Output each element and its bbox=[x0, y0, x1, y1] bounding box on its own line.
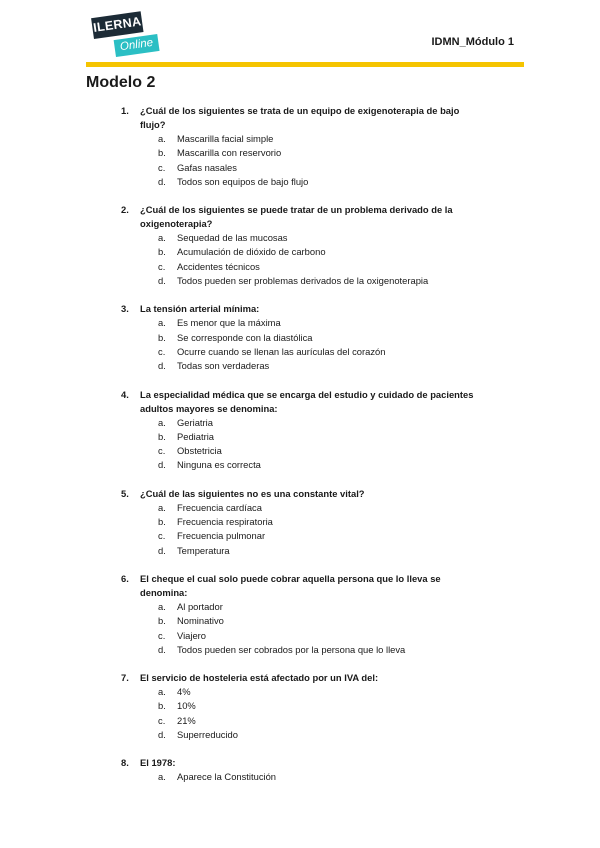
option-letter: b. bbox=[158, 615, 166, 627]
option-text: Obstetricia bbox=[177, 445, 222, 457]
option-text: Frecuencia pulmonar bbox=[177, 530, 266, 542]
answer-option bbox=[0, 629, 600, 643]
question-text bbox=[0, 572, 600, 600]
header-divider bbox=[86, 62, 524, 67]
option-text: 10% bbox=[177, 700, 196, 712]
option-letter: c. bbox=[158, 714, 166, 726]
option-letter: c. bbox=[158, 445, 166, 457]
option-letter: b. bbox=[158, 331, 166, 343]
option-letter: c. bbox=[158, 161, 166, 173]
answer-option bbox=[0, 359, 600, 373]
answer-option bbox=[0, 132, 600, 146]
answer-option bbox=[0, 444, 600, 458]
question-number: 8. bbox=[121, 757, 129, 769]
option-text: Se corresponde con la diastólica bbox=[177, 331, 313, 343]
question-6 bbox=[0, 572, 600, 657]
option-text: Superreducido bbox=[177, 729, 238, 741]
option-text: Sequedad de las mucosas bbox=[177, 232, 288, 244]
option-letter: a. bbox=[158, 686, 166, 698]
option-letter: d. bbox=[158, 643, 166, 655]
answer-option bbox=[0, 600, 600, 614]
option-text: Es menor que la máxima bbox=[177, 317, 281, 329]
option-letter: a. bbox=[158, 232, 166, 244]
question-prompt: El servicio de hosteleria está afectado por un IVA del: bbox=[140, 672, 379, 684]
question-7 bbox=[0, 671, 600, 742]
question-text bbox=[0, 388, 600, 416]
option-text: Temperatura bbox=[177, 544, 230, 556]
option-text: Geriatria bbox=[177, 416, 213, 428]
option-letter: b. bbox=[158, 246, 166, 258]
option-text: Frecuencia cardíaca bbox=[177, 501, 262, 513]
answer-option bbox=[0, 345, 600, 359]
question-number: 1. bbox=[121, 105, 129, 116]
answer-option bbox=[0, 714, 600, 728]
option-letter: a. bbox=[158, 771, 166, 783]
option-letter: a. bbox=[158, 317, 166, 329]
question-text bbox=[0, 203, 600, 231]
question-number: 5. bbox=[121, 487, 129, 499]
answer-option bbox=[0, 331, 600, 345]
answer-option bbox=[0, 161, 600, 175]
answer-option bbox=[0, 515, 600, 529]
option-text: Aparece la Constitución bbox=[177, 771, 277, 783]
question-5 bbox=[0, 487, 600, 558]
answer-option bbox=[0, 501, 600, 515]
question-prompt: El 1978: bbox=[140, 757, 176, 769]
option-text: Gafas nasales bbox=[177, 161, 237, 173]
answer-option bbox=[0, 685, 600, 699]
question-text bbox=[0, 756, 600, 770]
option-text: Viajero bbox=[177, 629, 207, 641]
question-text bbox=[0, 671, 600, 685]
ilerna-logo bbox=[92, 14, 162, 56]
option-text: Todos son equipos de bajo flujo bbox=[177, 175, 309, 187]
logo-ilerna-text: ILERNA bbox=[91, 11, 143, 39]
answer-option bbox=[0, 614, 600, 628]
answer-option bbox=[0, 728, 600, 742]
question-list bbox=[0, 104, 600, 799]
option-letter: c. bbox=[158, 345, 166, 357]
question-4 bbox=[0, 388, 600, 473]
option-text: 4% bbox=[177, 686, 191, 698]
answer-option bbox=[0, 529, 600, 543]
answer-option bbox=[0, 175, 600, 189]
option-letter: d. bbox=[158, 459, 166, 471]
question-prompt: La tensión arterial mínima: bbox=[140, 303, 260, 315]
module-label: IDMN_Módulo 1 bbox=[431, 36, 514, 48]
option-letter: a. bbox=[158, 416, 166, 428]
option-letter: a. bbox=[158, 600, 166, 612]
option-letter: d. bbox=[158, 360, 166, 372]
option-text: Ninguna es correcta bbox=[177, 459, 261, 471]
answer-option bbox=[0, 544, 600, 558]
option-letter: a. bbox=[158, 133, 166, 144]
option-letter: a. bbox=[158, 501, 166, 513]
option-letter: d. bbox=[158, 729, 166, 741]
question-text bbox=[0, 104, 600, 132]
question-prompt: ¿Cuál de los siguientes se trata de un equipo de exigenoterapia de bajo flujo? bbox=[140, 105, 460, 130]
answer-option bbox=[0, 231, 600, 245]
option-text: Ocurre cuando se llenan las aurículas del corazón bbox=[177, 345, 386, 357]
answer-option bbox=[0, 260, 600, 274]
answer-option bbox=[0, 316, 600, 330]
answer-option bbox=[0, 770, 600, 784]
question-number: 7. bbox=[121, 672, 129, 684]
option-letter: b. bbox=[158, 430, 166, 442]
option-text: Mascarilla con reservorio bbox=[177, 147, 282, 159]
answer-option bbox=[0, 430, 600, 444]
answer-option bbox=[0, 458, 600, 472]
question-3 bbox=[0, 302, 600, 373]
question-number: 6. bbox=[121, 572, 129, 584]
option-text: 21% bbox=[177, 714, 196, 726]
question-text bbox=[0, 487, 600, 501]
option-text: Accidentes técnicos bbox=[177, 260, 260, 272]
option-letter: d. bbox=[158, 175, 166, 187]
question-prompt: ¿Cuál de las siguientes no es una constante vital? bbox=[140, 487, 365, 499]
page-title: Modelo 2 bbox=[86, 74, 156, 91]
option-text: Pediatria bbox=[177, 430, 215, 442]
option-text: Al portador bbox=[177, 600, 223, 612]
logo-online-text: Online bbox=[114, 34, 160, 57]
question-prompt: El cheque el cual solo puede cobrar aquella persona que lo lleva se denomina: bbox=[140, 572, 441, 598]
option-text: Todos pueden ser cobrados por la persona que lo lleva bbox=[177, 643, 406, 655]
option-letter: c. bbox=[158, 530, 166, 542]
option-letter: b. bbox=[158, 516, 166, 528]
answer-option bbox=[0, 146, 600, 160]
answer-option bbox=[0, 699, 600, 713]
question-1 bbox=[0, 104, 600, 189]
option-text: Frecuencia respiratoria bbox=[177, 516, 273, 528]
question-text bbox=[0, 302, 600, 316]
option-letter: d. bbox=[158, 544, 166, 556]
question-number: 4. bbox=[121, 388, 129, 400]
answer-option bbox=[0, 643, 600, 657]
question-number: 2. bbox=[121, 204, 129, 216]
option-letter: c. bbox=[158, 629, 166, 641]
option-letter: c. bbox=[158, 260, 166, 272]
question-prompt: La especialidad médica que se encarga del estudio y cuidado de pacientes adultos mayores se denomina: bbox=[140, 388, 474, 414]
option-text: Mascarilla facial simple bbox=[177, 133, 274, 144]
option-letter: d. bbox=[158, 275, 166, 287]
option-text: Todos pueden ser problemas derivados de la oxigenoterapia bbox=[177, 275, 429, 287]
question-prompt: ¿Cuál de los siguientes se puede tratar de un problema derivado de la oxigenoterapia? bbox=[140, 204, 453, 230]
answer-option bbox=[0, 274, 600, 288]
answer-option bbox=[0, 245, 600, 259]
question-8 bbox=[0, 756, 600, 784]
option-text: Nominativo bbox=[177, 615, 224, 627]
question-2 bbox=[0, 203, 600, 288]
option-letter: b. bbox=[158, 147, 166, 159]
option-letter: b. bbox=[158, 700, 166, 712]
question-number: 3. bbox=[121, 303, 129, 315]
option-text: Acumulación de dióxido de carbono bbox=[177, 246, 326, 258]
answer-option bbox=[0, 416, 600, 430]
option-text: Todas son verdaderas bbox=[177, 360, 270, 372]
